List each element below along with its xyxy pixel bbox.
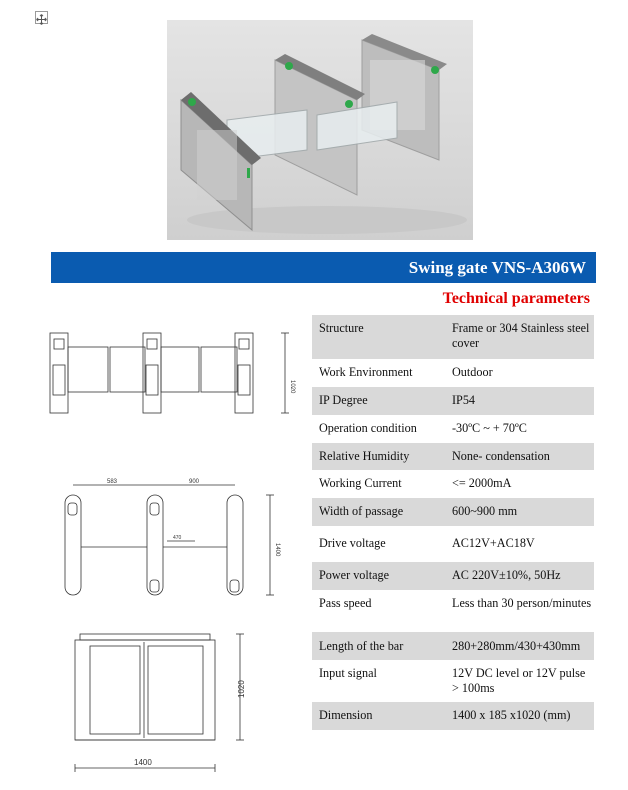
spec-value: Frame or 304 Stainless steel cover [452,321,590,350]
spec-label: Dimension [319,708,373,722]
spec-value: IP54 [452,393,476,407]
spec-row-ip-degree [312,387,594,415]
spec-row-relative-humidity [312,443,594,470]
spec-row-dimension [312,702,594,730]
spec-row-pass-speed [312,590,594,632]
spec-label: Working Current [319,476,402,490]
spec-value: AC 220V±10%, 50Hz [452,568,561,582]
spec-row-drive-voltage [312,526,594,562]
spec-label: Structure [319,321,364,335]
spec-row-work-environment [312,359,594,387]
spec-label: Work Environment [319,365,413,379]
technical-parameters-title: Technical parameters [442,290,590,307]
spec-row-operation-condition [312,415,594,443]
spec-value: -30ºC ~ + 70ºC [452,421,527,435]
front-view-drawing [60,628,310,778]
spec-label: Width of passage [319,504,404,518]
spec-value: 600~900 mm [452,504,518,518]
front-view-height-label: 1020 [237,680,246,698]
spec-row-length-of-bar [312,632,594,660]
spec-value: 280+280mm/430+430mm [452,639,581,653]
product-title-banner [51,252,596,283]
front-view-width-label: 1400 [134,758,152,767]
spec-row-width-of-passage [312,498,594,526]
spec-label: Length of the bar [319,639,404,653]
spec-row-input-signal [312,660,594,702]
move-handle-icon[interactable] [35,11,48,24]
bar-length-label: 470 [173,535,182,541]
spec-label: Relative Humidity [319,449,410,463]
top-width-left-label: 583 [107,479,118,485]
spec-value: Outdoor [452,365,493,379]
product-photo [167,20,473,240]
spec-value: 1400 x 185 x1020 (mm) [452,708,571,722]
spec-label: Pass speed [319,596,372,610]
spec-row-structure [312,315,594,359]
top-width-right-label: 900 [189,479,200,485]
spec-label: Power voltage [319,568,390,582]
spec-value: <= 2000mA [452,476,512,490]
spec-label: Input signal [319,666,377,680]
spec-value: AC12V+AC18V [452,536,535,550]
front-height-label: 1020 [289,380,295,394]
spec-row-power-voltage [312,562,594,590]
side-elevation-drawing [45,325,305,425]
spec-value: Less than 30 person/minutes [452,596,592,610]
spec-label: IP Degree [319,393,368,407]
spec-value: 12V DC level or 12V pulse > 100ms [452,666,586,695]
top-view-drawing [55,475,305,605]
product-title: Swing gate VNS-A306W [408,257,586,277]
top-depth-label: 1400 [274,543,280,557]
spec-table [312,315,594,730]
spec-value: None- condensation [452,449,550,463]
spec-label: Operation condition [319,421,417,435]
spec-row-working-current [312,470,594,498]
spec-label: Drive voltage [319,536,386,550]
